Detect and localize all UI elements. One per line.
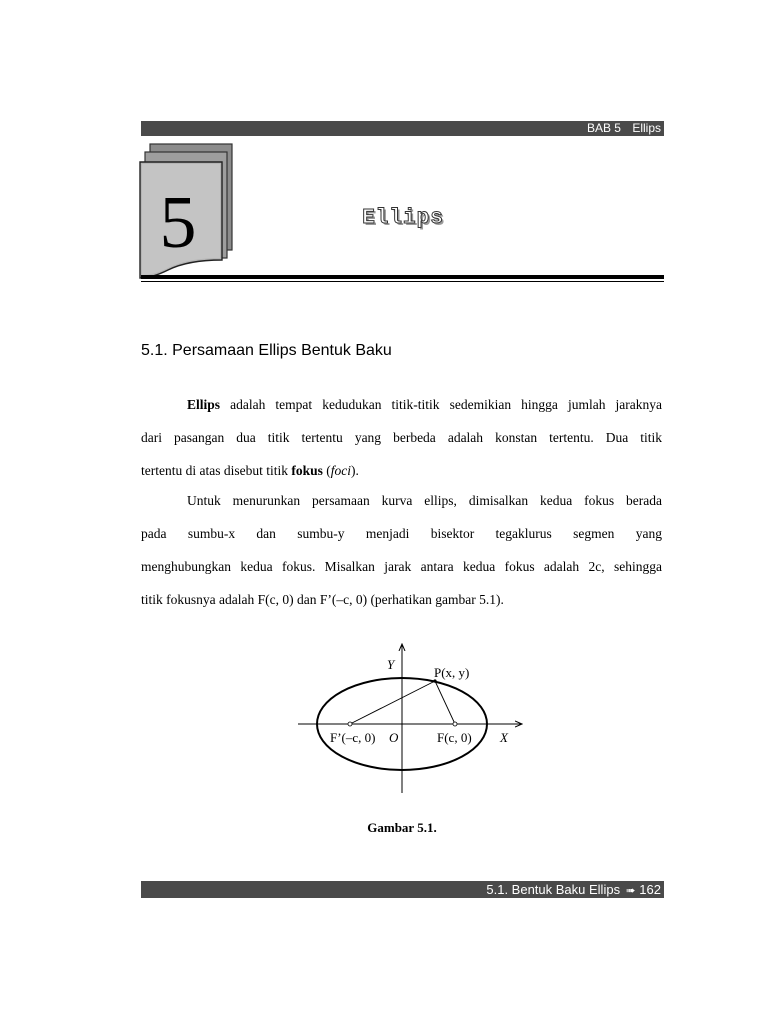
paragraph1-line3c: ).	[351, 463, 359, 478]
figure-caption: Gambar 5.1.	[367, 820, 437, 835]
word: tegaklurus	[495, 526, 552, 541]
arrow-right-icon: ➠	[626, 885, 636, 897]
word: yang	[635, 526, 662, 541]
focus-f-prime-point	[348, 722, 352, 726]
page-number: 162	[639, 882, 661, 897]
ellipse-figure	[290, 638, 540, 803]
footer-section: 5.1. Bentuk Baku Ellips	[486, 882, 621, 897]
word: menjadi	[365, 526, 410, 541]
chapter-number: 5	[159, 182, 197, 264]
header-topic: Ellips	[632, 121, 661, 135]
label-y: Y	[387, 657, 395, 672]
paragraph-derivation	[141, 484, 662, 616]
label-o: O	[389, 730, 399, 745]
paragraph1-line3b: (	[322, 463, 331, 478]
label-f-prime: F’(–c, 0)	[330, 730, 376, 745]
paragraph2-line3: menghubungkan kedua fokus. Misalkan jarak antara kedua fokus adalah 2c, sehingga	[141, 559, 662, 574]
word: dan	[256, 526, 276, 541]
chapter-rule-thin	[141, 281, 664, 282]
paragraph-definition	[141, 388, 662, 487]
chapter-number-icon	[138, 142, 238, 282]
section-heading: 5.1. Persamaan Ellips Bentuk Baku	[141, 342, 392, 359]
chapter-rule-thick	[141, 275, 664, 279]
chapter-title: Ellips	[362, 207, 444, 230]
word: sumbu-y	[297, 526, 345, 541]
paragraph2-line1: Untuk menurunkan persamaan kurva ellips, dimisalkan kedua fokus berada	[187, 493, 662, 508]
term-ellips: Ellips	[187, 397, 221, 412]
header-chapter: BAB 5	[586, 121, 621, 135]
word: pada	[141, 526, 167, 541]
running-header	[141, 121, 664, 136]
label-f: F(c, 0)	[437, 730, 472, 745]
label-p: P(x, y)	[434, 665, 470, 680]
word: sumbu-x	[187, 526, 236, 541]
label-x: X	[500, 730, 508, 745]
paragraph1-line3a: tertentu di atas disebut titik	[141, 463, 292, 478]
focus-f-point	[453, 722, 457, 726]
paragraph2-line4: titik fokusnya adalah F(c, 0) dan F’(–c, 0) (perhatikan gambar 5.1).	[141, 592, 504, 607]
term-foci: foci	[330, 463, 351, 478]
word: segmen	[573, 526, 615, 541]
paragraph2-line2	[141, 517, 662, 550]
word: bisektor	[430, 526, 475, 541]
segment-pf-prime	[350, 681, 435, 724]
paragraph1-line1: adalah tempat kedudukan titik-titik sedemikian hingga jumlah jaraknya	[220, 397, 662, 412]
term-fokus: fokus	[291, 463, 323, 478]
running-footer	[141, 881, 664, 898]
paragraph1-line2: dari pasangan dua titik tertentu yang berbeda adalah konstan tertentu. Dua titik	[141, 430, 662, 445]
